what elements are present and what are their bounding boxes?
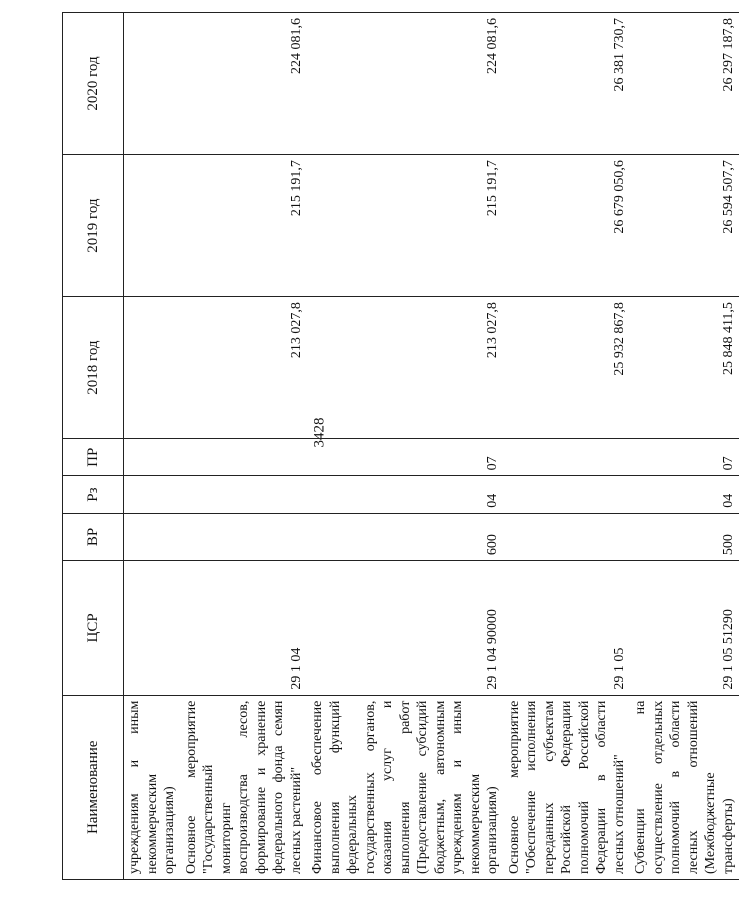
row-pr: 07 xyxy=(307,439,504,476)
row-vr: 600 xyxy=(307,513,504,560)
header-csr: ЦСР xyxy=(63,561,124,696)
budget-table xyxy=(62,12,739,880)
row-2018: 213 027,8 xyxy=(181,297,308,439)
rotated-page xyxy=(62,0,736,880)
row-rz xyxy=(181,476,308,513)
row-csr: 29 1 04 90000 xyxy=(307,561,504,696)
row-vr xyxy=(124,513,181,560)
header-vr: ВР xyxy=(63,513,124,560)
header-2020: 2020 год xyxy=(63,13,124,155)
row-2019: 215 191,7 xyxy=(181,155,308,297)
table-header-row xyxy=(63,13,124,880)
table-row xyxy=(504,13,631,880)
row-2019: 215 191,7 xyxy=(307,155,504,297)
row-rz: 04 xyxy=(307,476,504,513)
row-vr xyxy=(504,513,631,560)
row-2020 xyxy=(124,13,181,155)
row-2020: 224 081,6 xyxy=(307,13,504,155)
row-csr xyxy=(124,561,181,696)
row-vr xyxy=(181,513,308,560)
row-name: учреждениям и иным некоммерческим организациям) xyxy=(124,695,181,879)
row-name: Основное мероприятие "Государственный мониторинг воспроизводства лесов, формирование и хранение федерального фонда семян лесных растений" xyxy=(181,695,308,879)
row-rz xyxy=(504,476,631,513)
header-name: Наименование xyxy=(63,695,124,879)
header-pr: ПР xyxy=(63,439,124,476)
row-2020: 26 297 187,8 xyxy=(630,13,739,155)
row-2019: 26 679 050,6 xyxy=(504,155,631,297)
header-2019: 2019 год xyxy=(63,155,124,297)
row-2019: 26 594 507,7 xyxy=(630,155,739,297)
row-rz xyxy=(124,476,181,513)
row-2018: 25 932 867,8 xyxy=(504,297,631,439)
row-2018: 213 027,8 xyxy=(307,297,504,439)
row-2019 xyxy=(124,155,181,297)
row-name: Финансовое обеспечение выполнения функций федеральных государственных органов, оказания услуг и выполнения работ (Предоставление субсидий бюджетным, автономным учреждениям и иным некоммерческим организациям) xyxy=(307,695,504,879)
row-name: Субвенции на осуществление отдельных полномочий в области лесных отношений (Межбюджетные трансферты) xyxy=(630,695,739,879)
row-csr: 29 1 05 51290 xyxy=(630,561,739,696)
row-pr xyxy=(124,439,181,476)
table-row xyxy=(124,13,181,880)
row-vr: 500 xyxy=(630,513,739,560)
page-number: 3428 xyxy=(311,417,328,448)
table-row xyxy=(181,13,308,880)
row-pr xyxy=(181,439,308,476)
table-row xyxy=(630,13,739,880)
header-2018: 2018 год xyxy=(63,297,124,439)
row-2018 xyxy=(124,297,181,439)
row-rz: 04 xyxy=(630,476,739,513)
row-pr: 07 xyxy=(630,439,739,476)
row-csr: 29 1 05 xyxy=(504,561,631,696)
row-pr xyxy=(504,439,631,476)
row-2020: 26 381 730,7 xyxy=(504,13,631,155)
row-2020: 224 081,6 xyxy=(181,13,308,155)
header-rz: Рз xyxy=(63,476,124,513)
row-csr: 29 1 04 xyxy=(181,561,308,696)
table-row xyxy=(307,13,504,880)
row-2018: 25 848 411,5 xyxy=(630,297,739,439)
row-name: Основное мероприятие "Обеспечение исполнения переданных субъектам Российской Федерации полномочий Российской Федерации в области лесных отношений" xyxy=(504,695,631,879)
